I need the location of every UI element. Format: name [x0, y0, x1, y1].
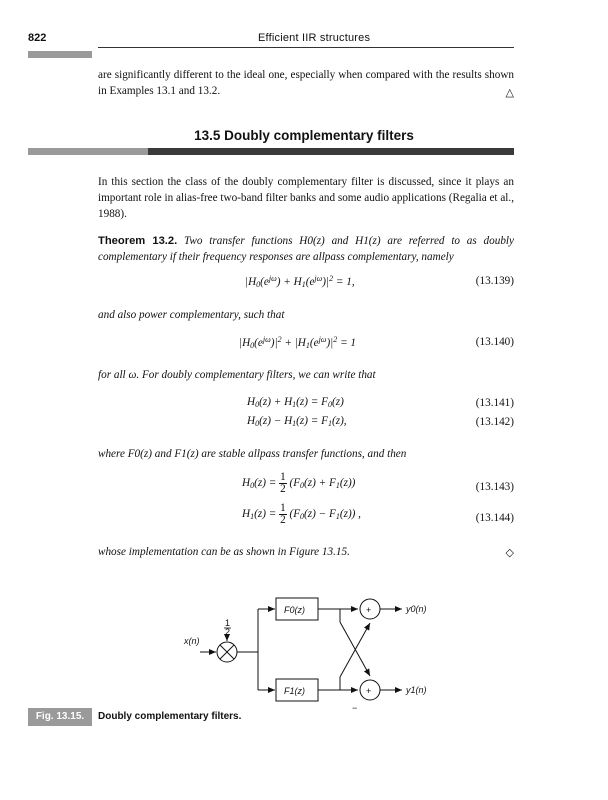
block-f1-label: F1(z) [284, 686, 305, 696]
section-title: 13.5 Doubly complementary filters [194, 128, 414, 143]
equation-13-141: $H_0(z) + H_1(z) = F_0(z)$ [247, 396, 344, 409]
theorem-text-after-142: where F0(z) and F1(z) are stable allpass transfer functions, and then [98, 448, 407, 460]
equation-number-141: (13.141) [475, 397, 514, 409]
block-f0-label: F0(z) [284, 605, 305, 615]
example-end-mark: △ [505, 87, 514, 99]
adder-bottom-minus: − [352, 703, 358, 713]
page-number: 822 [28, 32, 47, 44]
intro-line-1: are significantly different to the ideal one, especially when compared with the results shown [98, 69, 514, 81]
equation-13-144: $H_1(z)$ = $\frac{1}{2}$ $(F_0(z) - F_1(z))$ , [242, 502, 361, 526]
gain-denominator: 2 [225, 627, 231, 637]
equation-number-139: (13.139) [475, 275, 514, 287]
adder-top-plus: + [366, 605, 372, 615]
equation-number-140: (13.140) [475, 336, 514, 348]
theorem-text-after-139: and also power complementary, such that [98, 309, 285, 321]
equation-13-140: $|H_0(e^{j\omega})|^2 + |H_1(e^{j\omega})|^2 = 1$ [239, 335, 357, 350]
equation-number-143: (13.143) [475, 481, 514, 493]
figure-caption: Doubly complementary filters. [98, 711, 242, 722]
output-top-label: y0(n) [406, 604, 427, 614]
input-label: x(n) [184, 636, 200, 646]
equation-number-142: (13.142) [475, 416, 514, 428]
theorem-end-mark: ◇ [505, 547, 514, 559]
equation-13-142: $H_0(z) - H_1(z) = F_1(z)$, [247, 415, 347, 428]
theorem-text-after-144: whose implementation can be as shown in Figure 13.15. [98, 546, 350, 558]
output-bottom-label: y1(n) [406, 685, 427, 695]
running-head: Efficient IIR structures [258, 32, 371, 44]
intro-line-2: in Examples 13.1 and 13.2. [98, 85, 221, 97]
adder-bottom-plus: + [366, 686, 372, 696]
section-paragraph: In this section the class of the doubly complementary filter is discussed, since it plays an important role in alias-free two-band filter banks and some audio applications (Regalia et al., 1988). [98, 176, 514, 220]
theorem-label: Theorem 13.2. [98, 235, 178, 247]
gain-numerator: 1 [225, 618, 231, 628]
theorem-text-after-140: for all ω. For doubly complementary filters, we can write that [98, 369, 376, 381]
theorem-text: Two transfer functions H0(z) and H1(z) are referred to as doubly complementary if their frequency responses are allpass complementary, namely [98, 235, 514, 263]
equation-13-139: $|H_0(e^{j\omega}) + H_1(e^{j\omega})|^2 = 1$, [245, 274, 355, 289]
equation-number-144: (13.144) [475, 512, 514, 524]
equation-13-143: $H_0(z)$ = $\frac{1}{2}$ $(F_0(z) + F_1(z))$ [242, 471, 356, 495]
figure-badge: Fig. 13.15. [28, 708, 92, 726]
